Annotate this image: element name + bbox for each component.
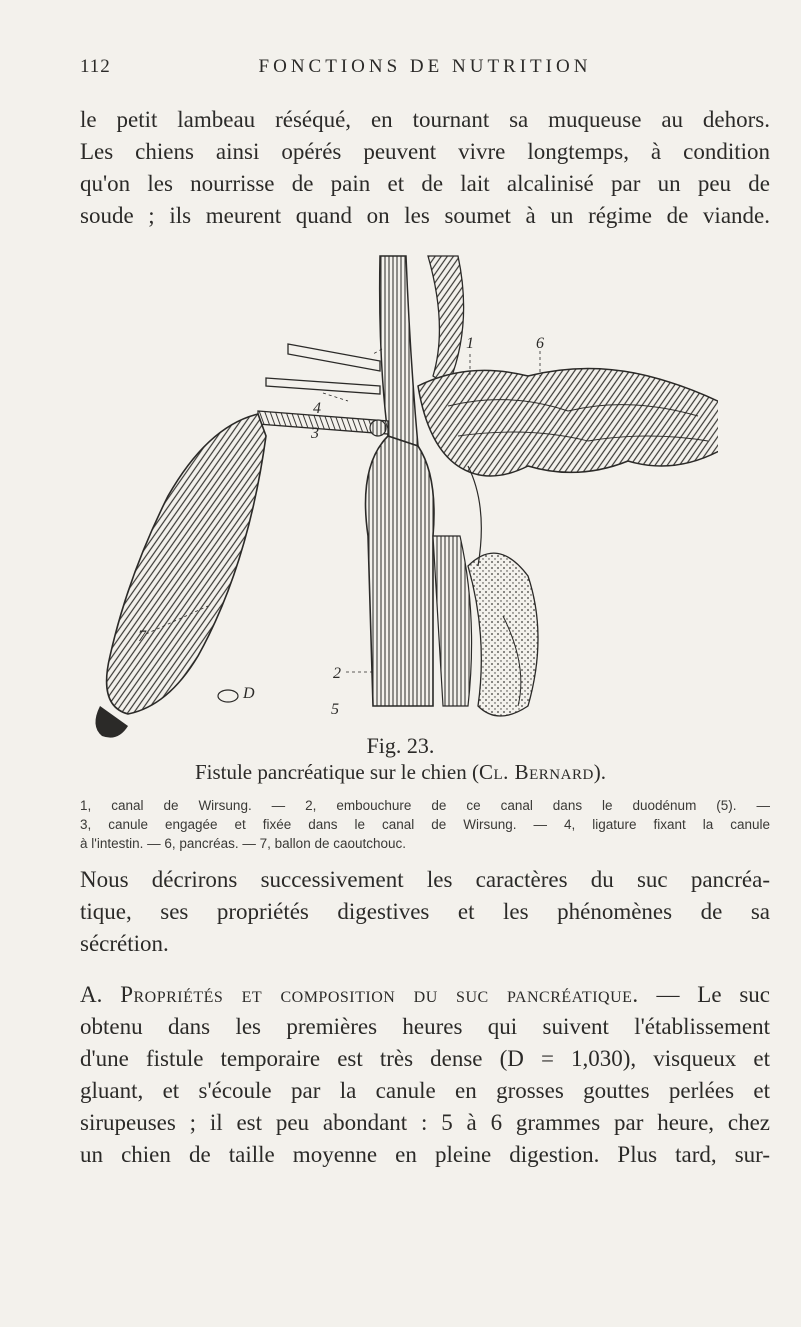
legend-line: à l'intestin. — 6, pancréas. — 7, ballon de caoutchouc.: [80, 836, 407, 851]
duodenum-loop: [366, 436, 539, 716]
text-line: soude ; ils meurent quand on les soumet à un régime de viande.: [80, 203, 770, 228]
figure-number: Fig. 23.: [366, 733, 435, 758]
figure-label-4: 4: [313, 400, 321, 417]
figure-label-6: 6: [536, 335, 544, 352]
legend-line: 3, canule engagée et fixée dans le canal de Wirsung. — 4, ligature fixant la canule: [80, 817, 770, 832]
running-title: FONCTIONS DE NUTRITION: [258, 56, 592, 77]
figure-label-1: 1: [466, 335, 474, 352]
section-dash: —: [638, 982, 698, 1007]
text-line: Nous décrirons successivement les caractères du suc pancréa-: [80, 867, 770, 892]
legend-line: 1, canal de Wirsung. — 2, embouchure de ce canal dans le duodénum (5). —: [80, 798, 770, 813]
section-heading: Propriétés et composition du suc pancréatique.: [120, 982, 639, 1007]
text-line: d'une fistule temporaire est très dense (D = 1,030), visqueux et: [80, 1046, 770, 1071]
intro-paragraph: [80, 104, 770, 232]
caption-close: ).: [593, 760, 607, 784]
text-line: tique, ses propriétés digestives et les phénomènes de sa: [80, 899, 770, 924]
figure-label-5: 5: [331, 701, 339, 718]
text-line: qu'on les nourrisse de pain et de lait alcalinisé par un peu de: [80, 171, 770, 196]
rubber-balloon: [95, 414, 266, 738]
body-paragraph: [80, 864, 770, 960]
section-letter: A.: [80, 982, 103, 1007]
cannula: [258, 344, 388, 436]
figure-caption: [0, 760, 801, 785]
text-line: le petit lambeau réséqué, en tournant sa muqueuse au dehors.: [80, 107, 770, 132]
figure-legend: [80, 796, 770, 853]
text-line: un chien de taille moyenne en pleine digestion. Plus tard, sur-: [80, 1142, 770, 1167]
section-first-text: Le suc: [697, 982, 771, 1007]
figure-illustration: [88, 236, 718, 756]
text-line: Les chiens ainsi opérés peuvent vivre longtemps, à condition: [80, 139, 770, 164]
running-header: [80, 56, 770, 86]
caption-author: Cl. Bernard: [478, 760, 594, 784]
section-first-line: [80, 979, 770, 1011]
figure-label-2: 2: [333, 665, 341, 682]
text-line: sirupeuses ; il est peu abondant : 5 à 6 grammes par heure, chez: [80, 1110, 770, 1135]
figure-label-7: 7: [138, 628, 146, 645]
text-line: gluant, et s'écoule par la canule en grosses gouttes perlées et: [80, 1078, 770, 1103]
section-paragraph: [80, 979, 770, 1171]
figure-label-3: 3: [311, 425, 319, 442]
pancreas: [418, 369, 718, 567]
text-line: sécrétion.: [80, 931, 169, 956]
caption-text: Fistule pancréatique sur le chien (: [194, 760, 479, 784]
page-number: 112: [80, 56, 111, 77]
figure-label-d: D: [243, 685, 255, 702]
text-line: obtenu dans les premières heures qui suivent l'établissement: [80, 1014, 770, 1039]
